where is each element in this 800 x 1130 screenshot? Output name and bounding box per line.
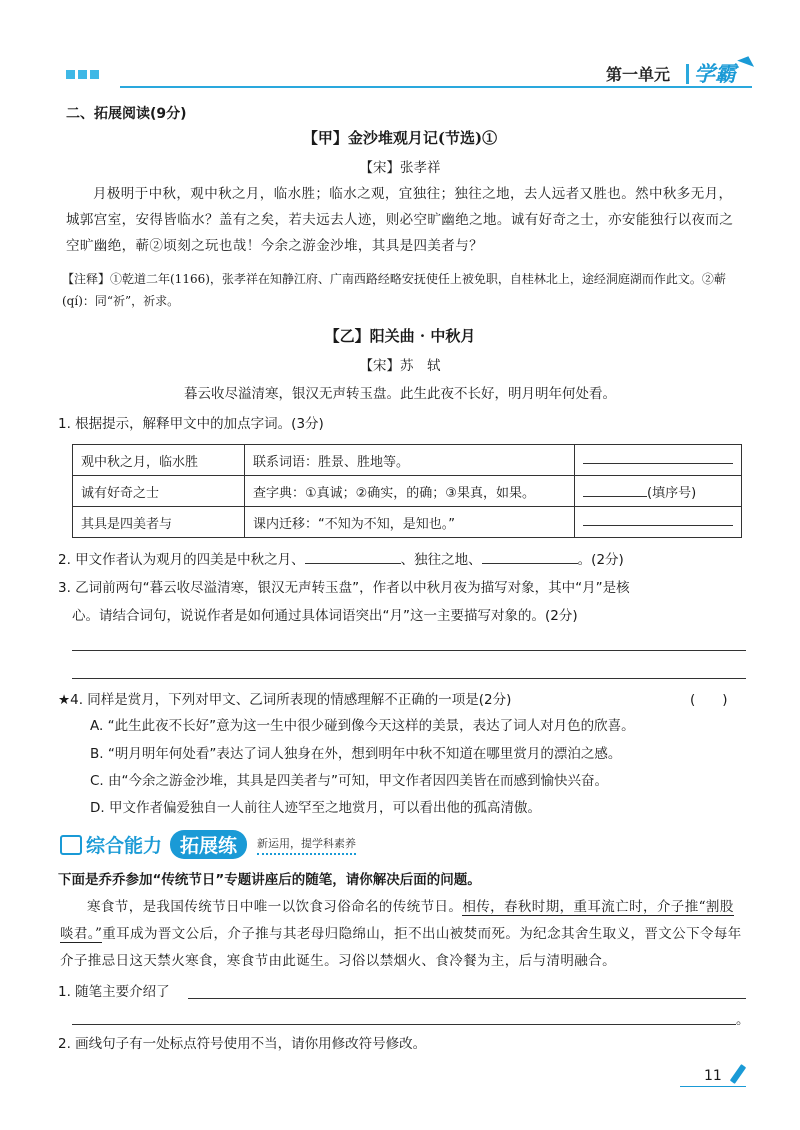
s3-q1-period: 。 xyxy=(736,1012,750,1028)
section-3-intro: 下面是乔乔参加“传统节日”专题讲座后的随笔，请你解决后面的问题。 xyxy=(58,872,481,888)
ability-label: 综合能力 xyxy=(86,835,163,857)
section-title: 二、拓展阅读(9分) xyxy=(66,106,187,122)
answer-line[interactable] xyxy=(72,650,746,651)
essay-after: 重耳成为晋文公后，介子推与其老母归隐绵山，拒不出山被焚而死。为纪念其舍生取义，晋文公下令每年介子推忌日这天禁火寒食，寒食节由此诞生。习俗以禁烟火、食冷餐为主，后与清明融合。 xyxy=(60,926,742,969)
page-number-rule xyxy=(680,1086,746,1087)
passage-a-author: 【宋】张孝祥 xyxy=(359,160,441,176)
question-3-line-1: 3. 乙词前两句“暮云收尽溢清寒，银汉无声转玉盘”，作者以中秋月夜为描写对象，其中“月”是核 xyxy=(58,580,630,596)
answer-line[interactable] xyxy=(188,998,746,999)
answer-cell[interactable] xyxy=(575,476,742,507)
question-2 xyxy=(58,550,624,570)
table-cell-hint: 课内迁移：“不知为不知，是知也。” xyxy=(245,507,575,538)
table-row xyxy=(73,445,742,476)
q2-blank-1[interactable] xyxy=(305,563,401,564)
table-cell-word: 其具是四美者与 xyxy=(73,507,245,538)
option-d[interactable]: D. 甲文作者偏爱独自一人前往人迹罕至之地赏月，可以看出他的孤高清傲。 xyxy=(90,800,541,816)
q1-table xyxy=(72,444,742,538)
unit-label: 第一单元 xyxy=(606,65,671,84)
s3-question-1: 1. 随笔主要介绍了 xyxy=(58,984,170,1000)
book-icon xyxy=(60,835,82,855)
table-cell-hint: 查字典：①真诚；②确实，的确；③果真，如果。 xyxy=(245,476,575,507)
passage-a-title: 【甲】金沙堆观月记(节选)① xyxy=(302,129,498,147)
answer-hint: (填序号) xyxy=(647,485,697,501)
header-decoration xyxy=(66,70,99,79)
answer-paren[interactable]: ( ) xyxy=(690,692,728,708)
passage-a-text: 月极明于中秋，观中秋之月，临水胜；临水之观，宜独往；独往之地，去人远者又胜也。然中秋多无月，城郭宫室，安得皆临水？盖有之矣，若夫远去人迹，则必空旷幽绝之地。诚有好奇之士，亦安能独行以夜而之空旷幽绝，蕲②顷刻之玩也哉！今余之游金沙堆，其具是四美者与？ xyxy=(66,186,734,254)
header-rule xyxy=(120,86,752,88)
unit-divider xyxy=(686,64,689,84)
question-4: ★4. 同样是赏月，下列对甲文、乙词所表现的情感理解不正确的一项是(2分) xyxy=(58,692,512,708)
answer-cell[interactable] xyxy=(575,507,742,538)
brand-logo: 学霸 xyxy=(694,62,736,86)
ability-pill: 拓展练 xyxy=(170,830,247,859)
ability-banner xyxy=(60,830,356,859)
graduation-cap-icon xyxy=(737,53,757,67)
table-row xyxy=(73,507,742,538)
table-cell-word: 观中秋之月，临水胜 xyxy=(73,445,245,476)
q2-suffix: 。(2分) xyxy=(577,552,624,568)
passage-b-title: 【乙】阳关曲 · 中秋月 xyxy=(324,327,476,345)
page-number: 11 xyxy=(704,1068,722,1084)
pencil-icon xyxy=(730,1064,746,1084)
table-cell-word: 诚有好奇之士 xyxy=(73,476,245,507)
q2-prefix: 2. 甲文作者认为观月的四美是中秋之月、 xyxy=(58,552,305,568)
passage-b-text: 暮云收尽溢清寒，银汉无声转玉盘。此生此夜不长好，明月明年何处看。 xyxy=(184,386,616,402)
essay-underlined: 相传，春秋时期，重耳流亡时，介子推“割股啖君。” xyxy=(60,899,734,942)
table-row xyxy=(73,476,742,507)
ability-subtitle: 新运用，提学科素养 xyxy=(257,835,356,855)
option-b[interactable]: B. “明月明年何处看”表达了词人独身在外，想到明年中秋不知道在哪里赏月的漂泊之感。 xyxy=(90,746,622,762)
question-1: 1. 根据提示，解释甲文中的加点字词。(3分) xyxy=(58,416,324,432)
essay-before: 寒食节，是我国传统节日中唯一以饮食习俗命名的传统节日。 xyxy=(87,899,463,915)
option-a[interactable]: A. “此生此夜不长好”意为这一生中很少碰到像今天这样的美景，表达了词人对月色的欣喜。 xyxy=(90,718,635,734)
table-cell-hint: 联系词语：胜景、胜地等。 xyxy=(245,445,575,476)
s3-question-2: 2. 画线句子有一处标点符号使用不当，请你用修改符号修改。 xyxy=(58,1036,427,1052)
option-c[interactable]: C. 由“今余之游金沙堆，其具是四美者与”可知，甲文作者因四美皆在而感到愉快兴奋。 xyxy=(90,773,608,789)
passage-a-note: 【注释】①乾道二年(1166)，张孝祥在知静江府、广南西路经略安抚使任上被免职，自桂林北上，途经洞庭湖而作此文。②蕲(qí)：同“祈”，祈求。 xyxy=(62,272,726,308)
answer-line[interactable] xyxy=(72,678,746,679)
q2-blank-2[interactable] xyxy=(482,563,578,564)
q2-middle: 、独往之地、 xyxy=(400,552,482,568)
question-3-line-2: 心。请结合词句，说说作者是如何通过具体词语突出“月”这一主要描写对象的。(2分) xyxy=(72,608,578,624)
essay-text xyxy=(60,894,746,975)
answer-line[interactable] xyxy=(72,1024,736,1025)
passage-b-author: 【宋】苏 轼 xyxy=(359,358,441,374)
answer-cell[interactable] xyxy=(575,445,742,476)
